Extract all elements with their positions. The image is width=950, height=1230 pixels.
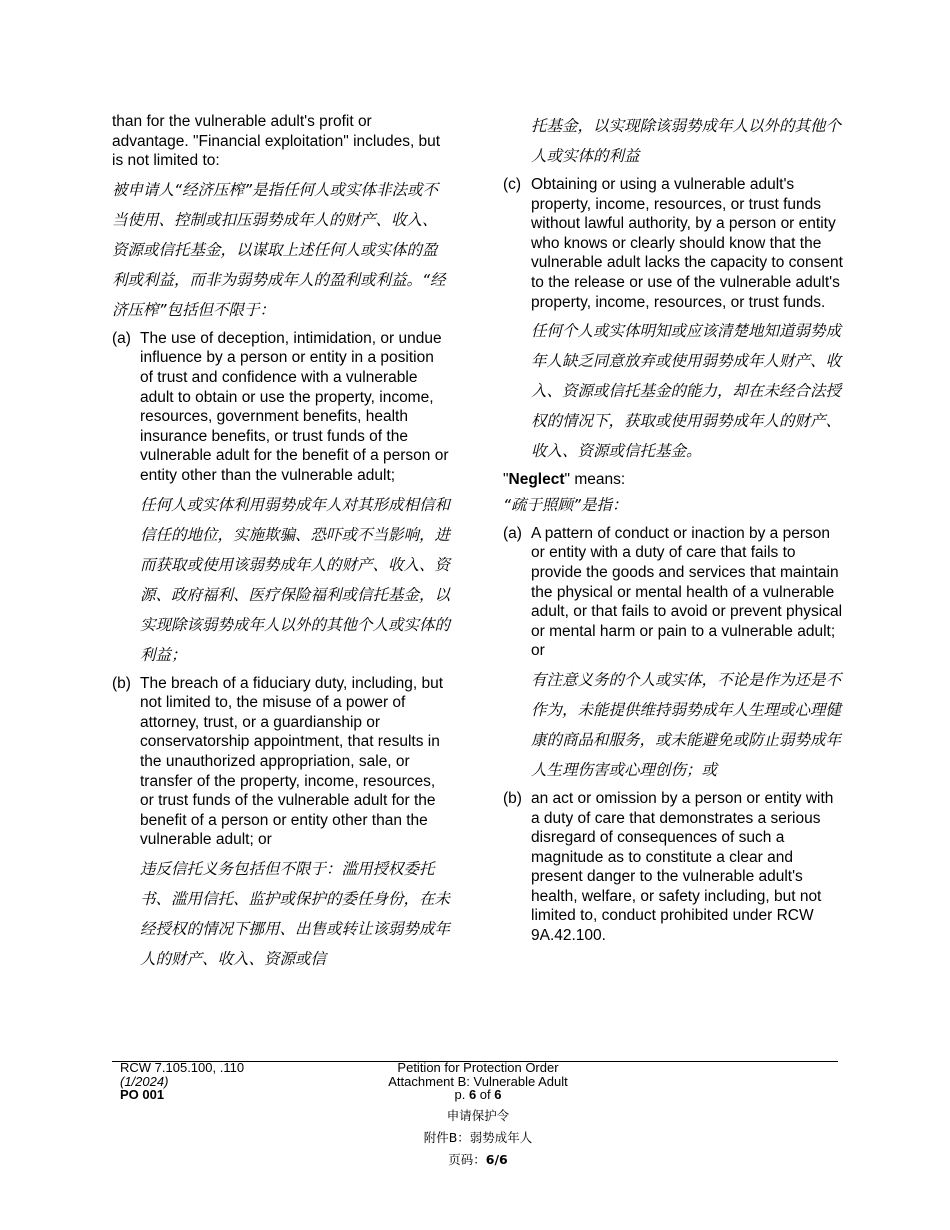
item-label: (a)	[112, 329, 131, 347]
footer-title-block	[378, 1061, 578, 1171]
neglect-heading: "Neglect" means:	[503, 471, 626, 489]
neglect-item-b	[503, 789, 843, 946]
item-c-chinese: 任何个人或实体明知或应该清楚地知道弱势成年人缺乏同意放弃或使用弱势成年人财产、收入、资源或信托基金的能力，却在未经合法授权的情况下，获取或使用弱势成年人的财产、收入、资源或信托基金。	[531, 322, 842, 461]
footer-attachment-chinese: 附件B：弱势成年人	[423, 1129, 533, 1145]
footer-date: (1/2024)	[120, 1073, 169, 1089]
footer-page-number: p. 6 of 6	[454, 1087, 502, 1102]
neglect-a-english: A pattern of conduct or inaction by a person or entity with a duty of care that fails to provide the goods and services that maintain the physical or mental health of a vulnerable adult, or that fails to avoid or prevent physical or mental harm or pain to a vulnerable adult; or	[531, 524, 843, 660]
item-c-english: Obtaining or using a vulnerable adult's property, income, resources, or trust funds without lawful authority, by a person or entity who knows or clearly should know that the vulnerable adult lacks the capacity to consent to the release or use of the vulnerable adult's property, income, resources, or trust funds.	[531, 176, 843, 311]
continuation-chinese: 托基金，以实现除该弱势成年人以外的其他个人或实体的利益	[531, 117, 842, 165]
item-label: (b)	[112, 674, 131, 692]
neglect-b-english: an act or omission by a person or entity with a duty of care that demonstrates a serious disregard of consequences of such a magnitude as to constitute a clear and present danger to the vulnerable adult's health, welfare, or safety including, but not limited to, conduct prohibited under RCW 9A.42.100.	[531, 789, 834, 945]
continuation	[503, 111, 843, 171]
footer-title: Petition for Protection Order	[397, 1060, 559, 1075]
intro-english: than for the vulnerable adult's profit or advantage. "Financial exploitation" includes, but is not limited to:	[112, 113, 441, 170]
list-item-b	[112, 674, 450, 974]
item-label: (b)	[503, 789, 522, 807]
item-a-chinese: 任何人或实体利用弱势成年人对其形成相信和信任的地位，实施欺骗、恐吓或不当影响，进而获取或使用该弱势成年人的财产、收入、资源、政府福利、医疗保险福利或信托基金，以实现除该弱势成年人以外的其他个人或实体的利益；	[140, 495, 451, 664]
item-b-chinese: 违反信托义务包括但不限于：滥用授权委托书、滥用信托、监护或保护的委任身份，在未经授权的情况下挪用、出售或转让该弱势成年人的财产、收入、资源或信	[140, 859, 451, 968]
footer-page-chinese: 页码：6/6	[448, 1151, 508, 1167]
item-label: (a)	[503, 524, 522, 542]
footer-form-info	[120, 1061, 244, 1102]
right-column	[503, 111, 843, 946]
neglect-item-a	[503, 524, 843, 785]
intro-chinese: 被申请人“经济压榨”是指任何人或实体非法或不当使用、控制或扣压弱势成年人的财产、收入、资源或信托基金，以谋取上述任何人或实体的盈利或利益，而非为弱势成年人的盈利或利益。“经济压榨”包括但不限于：	[112, 180, 446, 319]
footer-form-id: PO 001	[120, 1087, 165, 1102]
list-item-a	[112, 329, 450, 670]
footer-title-chinese: 申请保护令	[446, 1107, 510, 1123]
footer-rcw: RCW 7.105.100, .110	[120, 1060, 245, 1075]
item-label: (c)	[503, 176, 522, 193]
neglect-heading-chinese: “疏于照顾”是指：	[503, 495, 628, 514]
neglect-a-chinese: 有注意义务的个人或实体，不论是作为还是不作为，未能提供维持弱势成年人生理或心理健康的商品和服务，或未能避免或防止弱势成年人生理伤害或心理创伤；或	[531, 670, 842, 779]
item-b-english: The breach of a fiduciary duty, including, but not limited to, the misuse of a power of attorney, trust, or a guardianship or conservatorship appointment, that results in the unauthorized appropriation, sale, or transfer of the property, income, resources, or trust funds of the vulnerable adult for the benefit of a person or entity other than the vulnerable adult; or	[140, 674, 443, 849]
left-column	[112, 112, 450, 974]
neglect-term: Neglect	[508, 471, 565, 489]
footer-attachment: Attachment B: Vulnerable Adult	[388, 1073, 568, 1089]
item-a-english: The use of deception, intimidation, or undue influence by a person or entity in a position of trust and confidence with a vulnerable adult to obtain or use the property, income, resources, government benefits, health insurance benefits, or trust funds of the vulnerable adult for the benefit of a person or entity other than the vulnerable adult;	[140, 329, 449, 484]
list-item-c	[503, 175, 843, 466]
